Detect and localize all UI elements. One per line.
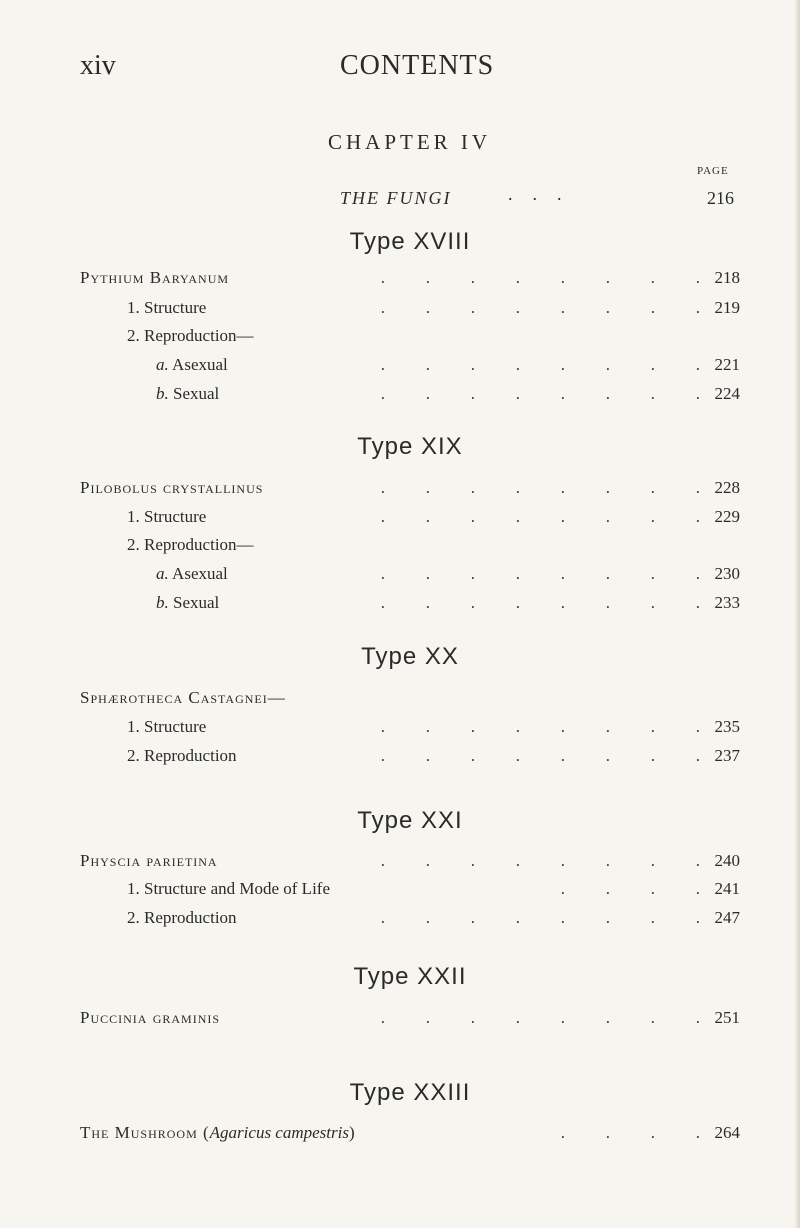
section-heading: Type XVIII [349,228,471,255]
toc-entry [0,593,800,615]
leader-dots: . . . . . . . . [380,564,700,583]
leader-dots: ... [508,184,582,204]
leader-dots: . . . . . . . . [380,851,700,870]
toc-entry-label: b. Sexual [156,384,220,403]
toc-entry [0,384,800,406]
toc-page-number: 230 [714,564,740,583]
toc-entry-label: The Mushroom (Agaricus campestris) [80,1123,356,1142]
toc-entry-label: 1. Structure [127,717,207,736]
toc-page-number: 241 [714,879,740,898]
toc-page-number: 228 [714,478,740,497]
toc-entry [0,1123,800,1145]
toc-entry [0,688,800,710]
toc-entry [0,908,800,930]
toc-page-number: 221 [714,355,740,374]
chapter-title: THE FUNGI [340,188,452,208]
leader-dots: . . . . . . . . [380,908,700,927]
toc-entry-label: 1. Structure and Mode of Life [127,879,330,898]
chapter-label: CHAPTER IV [328,130,492,154]
toc-entry-label: Sphærotheca Castagnei— [80,688,286,707]
toc-entry-label: 2. Reproduction— [127,326,254,345]
leader-dots: . . . . . . . . [380,593,700,612]
toc-entry [0,851,800,873]
leader-dots: . . . . . . . . [380,384,700,403]
toc-entry [0,298,800,320]
leader-dots: . . . . [560,879,700,898]
toc-page-number: 229 [714,507,740,526]
page-edge [794,0,800,1228]
leader-dots: . . . . . . . . [380,355,700,374]
toc-entry-label: 2. Reproduction— [127,535,254,554]
toc-entry [0,717,800,739]
toc-entry [0,746,800,768]
toc-page-number: 251 [714,1008,740,1027]
leader-dots: . . . . . . . . [380,1008,700,1027]
toc-entry-label: Puccinia graminis [80,1008,221,1027]
toc-entry [0,478,800,500]
section-heading: Type XXI [357,807,463,834]
toc-page-number: 218 [714,268,740,287]
leader-dots: . . . . . . . . [380,268,700,287]
page-column-label: PAGE [697,165,729,177]
toc-entry [0,326,800,348]
section-heading: Type XIX [357,433,463,460]
toc-entry [0,355,800,377]
leader-dots: . . . . . . . . [380,717,700,736]
toc-page-number: 219 [714,298,740,317]
toc-page-number: 237 [714,746,740,765]
toc-page-number: 235 [714,717,740,736]
toc-page-number: 233 [714,593,740,612]
toc-entry-label: a. Asexual [156,564,228,583]
toc-entry [0,564,800,586]
page-number: xiv [80,50,116,81]
leader-dots: . . . . . . . . [380,298,700,317]
toc-entry [0,879,800,901]
toc-entry-label: Physcia parietina [80,851,218,870]
toc-page-number: 240 [714,851,740,870]
toc-entry [0,535,800,557]
toc-entry [0,268,800,290]
toc-entry-label: Pilobolus crystallinus [80,478,264,497]
toc-entry-label: a. Asexual [156,355,228,374]
toc-page-number: 247 [714,908,740,927]
toc-entry-label: 2. Reproduction [127,908,237,927]
section-heading: Type XXIII [349,1079,471,1106]
running-title: CONTENTS [340,50,495,81]
toc-page-number: 264 [714,1123,740,1142]
toc-entry-label: Pythium Baryanum [80,268,230,287]
leader-dots: . . . . . . . . [380,478,700,497]
toc-entry-label: 1. Structure [127,507,207,526]
toc-entry-label: 1. Structure [127,298,207,317]
leader-dots: . . . . . . . . [380,746,700,765]
section-heading: Type XX [361,643,459,670]
toc-entry-label: b. Sexual [156,593,220,612]
toc-entry [0,507,800,529]
chapter-page-number: 216 [707,188,734,208]
toc-page-number: 224 [714,384,740,403]
leader-dots: . . . . . . . . [380,507,700,526]
toc-entry [0,1008,800,1030]
leader-dots: . . . . [560,1123,700,1142]
toc-entry-label: 2. Reproduction [127,746,237,765]
section-heading: Type XXII [353,963,467,990]
